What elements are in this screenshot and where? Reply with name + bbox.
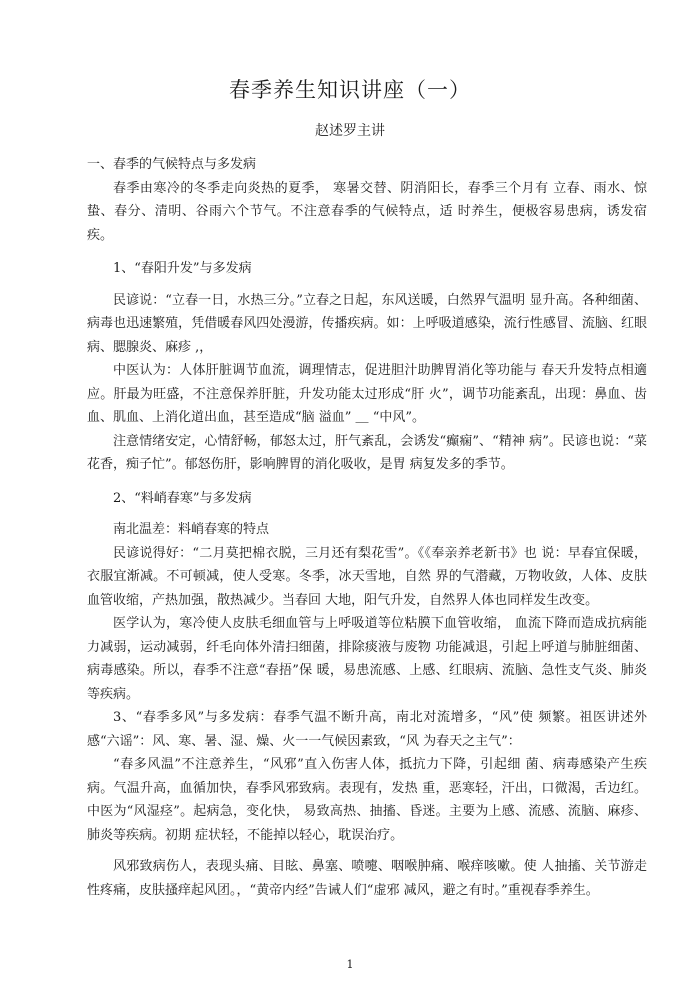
- subheading-spring-yang: 1、“春阳升发”与多发病: [113, 261, 252, 276]
- paragraph: 医学认为，寒冷使人皮肤毛细血管与上呼吸道等位粘膜下血管收缩， 血流下降而造成抗病能力减弱，运动减弱，纤毛向体外清扫细菌，排除痰液与废物 功能减退，引起上呼道与肺脏细菌、病毒感染。所以，春季不注意“春捂”保 暖，易患流感、上感、红眼病、流脑、急性支气炎、肺炎等疾病。: [87, 616, 647, 702]
- author-line: 赵述罗主讲: [315, 123, 385, 139]
- paragraph-spring-wind: 3、“春季多风”与多发病：春季气温不断升高，南北对流增多，“风”使 频繁。祖医讲述外感“六谣”：风、寒、暑、湿、燥、火一一气候因素致，“风 为春天之主气”：: [87, 710, 647, 749]
- subheading-spring-cold: 2、“料峭春寒”与多发病: [113, 490, 252, 506]
- paragraph: 中医认为：人体肝脏调节血流，调理情志，促进胆汁助脾胃消化等功能与 春天升发特点相適应。肝最为旺盛，不注意保养肝脏，升发功能太过形成“肝 火”，调节功能紊乱，出现：鼻血、齿血、肌血、上消化道出血，甚至造成“脑 溢血” ＿ “中风”。: [87, 363, 647, 425]
- paragraph: 注意情绪安定，心情舒畅，郁怒太过，肝气紊乱，会诱发“癫痫”、“精神 病”。民谚也说：“菜花香，痴子忙”。郁怒伤肝，影响脾胃的消化吸收，是胃 病复发多的季节。: [87, 433, 647, 472]
- paragraph: 风邪致病伤人，表现头痛、目眩、鼻塞、喷嚏、咽喉肿痛、喉痒咳嗽。使 人抽搐、关节游走性疼痛，皮肤搔痒起风团。，“黄帝内经”告诫人们“虚邪 减风，避之有时。”重视春季养生。: [87, 859, 647, 898]
- document-body: [87, 153, 647, 902]
- page-number: 1: [346, 958, 354, 971]
- paragraph-intro: 春季由寒冷的冬季走向炎热的夏季， 寒暑交替、阴消阳长，春季三个月有 立春、雨水、惊蛰、春分、清明、谷雨六个节气。不注意春季的气候特点，适 时养生，便极容易患病，诱发宿疾。: [87, 180, 647, 243]
- paragraph: 民谚说得好：“二月莫把棉衣脱，三月还有梨花雪”。《《奉亲养老新书》也 说：早春宜保暖，衣服宜渐减。不可顿减，使人受寒。冬季，冰天雪地，自然 界的气潜藏，万物收敛，人体、皮肤血管收缩，产热加强，散热减少。当春回 大地，阳气升发，自然界人体也同样发生改变。: [87, 545, 647, 608]
- paragraph: “春多风温”不注意养生，“风邪”直入伤害人体，抵抗力下降，引起细 菌、病毒感染产生疾病。气温升高，血循加快，春季风邪致病。表现有，发热 重，恶寒轻，汗出，口微渴，舌边红。中医为“风湿痉”。起病急，变化快， 易致高热、抽搐、昏迷。主要为上感、流感、流脑、麻疹、肺炎等疾病。初期 症状轻，不能掉以轻心，耽误治疗。: [87, 757, 647, 843]
- paragraph: 民谚说：“立春一日，水热三分。”立春之日起，东风送暖，白然界气温明 显升高。各种细菌、病毒也迅速繁殖，凭借暖春风四处漫游，传播疾病。如：上呼吸道感染，流行性感冒、流脑、红眼病、腮腺炎、麻疹 ,，: [87, 292, 647, 355]
- paragraph: 南北温差：料峭春寒的特点: [113, 522, 270, 537]
- page-title: 春季养生知识讲座（一）: [229, 78, 471, 102]
- section-heading: 一、春季的气候特点与多发病: [87, 157, 257, 172]
